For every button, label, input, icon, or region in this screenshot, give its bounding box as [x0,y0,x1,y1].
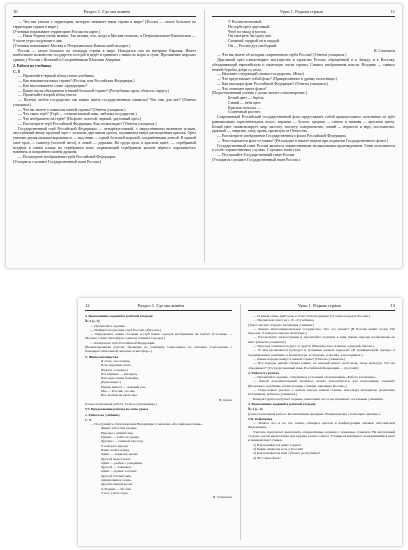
paragraph: — Что представляет собой флаг? (Прикреплённое к древку полотнище.) [217,77,337,81]
section-heading: 3. Выполнение заданий в рабочей тетради [248,401,316,406]
poem-line: И в тишине — ни звука, [101,371,138,376]
poem-line: Живут в России разные [101,426,137,431]
paragraph: (Ученики показывают Москву и Петропавловск-Камчатский на карте.) [13,43,131,48]
paragraph: — Найдите на рисунке герб России. (Рисунок.) [90,327,162,332]
page-spread-top [6,4,402,268]
paragraph: — Ребята, кто и во что понял, обведите цветом в конфигурации значков «Российской Федерации». [248,421,395,430]
poem-line: Одним милее осень, [101,477,132,482]
paragraph: (Самостоятельная работа. Устное упражнение.) [85,401,157,406]
section-heading: 1. Работа по учебнику [85,412,121,417]
paragraph: (Самостоятельная работа. Коллективная проверка. Взаимооценка с помощью «вилки».) [248,411,381,416]
paragraph: — Рассмотрите изображение Государственного флага Российской Федерации. [217,134,347,138]
paragraph: — Каково многонациональное государство. Что это значит? (В России живёт более 190 народов. У каждого народа свой язык.) [248,326,395,336]
paragraph: — Прочитайте задание. [90,323,126,328]
poem-line: Есть игрушки спою. [101,363,132,368]
poem-line: Мы — Россия, это мы. [101,389,136,394]
paragraph: Двуглавый орёл олицетворяет могущество и единство России, обращённой и к Западу, и к Востоку, объединяющей европейскую и азиатскую части страны. Символ изображения власти. Всадник — символ вечной борьбы добра со злом. [212,58,395,72]
section-heading: С. 8 [13,69,20,74]
paragraph: (Подготовленный ученик у доски читает стихотворение.) [212,91,307,96]
poem-line: (Руки в стороны.) [101,367,128,372]
paragraph: (Учащиеся слушают Государственный гимн России.) [13,159,101,164]
paragraph: — Прочитайте задание, отмеченное условным обозначением «Работа в команде». [253,375,377,380]
running-head: Раздел 1. Где мы живём [83,9,131,14]
poem-line: Он смотреть бы сразу мог. [228,34,272,39]
paragraph: Каждая группа получает задание, выполняет его и рассказывает остальным ученикам. [253,396,384,401]
poem-attribution: В. Степанов [374,48,395,53]
paragraph: — Чем отличается флаг от гимна? (Не каждые в начале недели при поднятии Государственного флага.) [217,138,389,143]
page-body [85,314,232,499]
poem-line: Другой готовит мёд. [101,473,132,478]
paragraph: — Что означают цвета флага? [217,86,267,91]
page-number: 13 [390,303,395,308]
page-header [248,303,395,311]
paragraph: (Учащиеся слушают Государственный гимн России.) [212,157,300,162]
poem-line: У России величавой [228,20,262,24]
section-heading: 2. Работа в группах [248,370,280,375]
poem-attribution: В. Орлов [218,397,232,402]
poem-line: Сильный, мудрый он и гордый. [228,39,280,43]
poem-line: Я стою, ты стоишь, [101,358,131,363]
page-number: 10 [13,9,18,14]
paragraph: — Какой дополнительный материал может понадобиться для выполнения задания? (Возможно, картинки, иллюстрации, словари «Древние России».) [248,379,395,388]
section-heading: VII. Рефлексия [248,416,273,421]
poem-line: Синий — неба цвет. [228,100,262,105]
paragraph: — Почему любое государство так важно иметь государственные символы? Что они для неё? (Ответы учащихся.) [13,98,196,107]
page-header [212,9,395,17]
paragraph: — Какие части объединены в нашей большой стране? (Республики, края, области, округа.) [18,88,169,93]
paragraph: — В чём проявляется культура и традиции разных народов? (В традиционной одежде, в традиционных занятиях, в архитектуре, в обычаях, в песнях, в праздниках.) [248,348,395,357]
paragraph: — Назовите следующий символ государства. (Флаг.) [217,72,305,77]
section-heading: 3. Выполнение заданий в рабочей тетради [85,314,153,318]
paragraph: — Послушайте стихотворение Владимира Степанова «Российская семья». [90,422,203,427]
paragraph: — Какие народы живут в нашей стране? (Ответы учащихся.) [253,356,346,361]
page-11 [205,4,402,268]
poem-line: Язык свой и наряд. [101,447,130,452]
page-spread-bottom [78,298,402,546]
paragraph: Государственный гимн России является торжественным музыкальным произведением. Гимн исполняется в особо торжественных случаях. Слушают гимн стоя. [212,143,395,153]
paragraph: — Чем они отличаются друг от друга? (Внешностью, языком, одеждой, бытом.) [253,344,374,349]
section-heading: 2. Работа по учебнику [13,63,52,68]
paragraph: (Текст читают хорошо читающие ученики.) [248,322,314,327]
paragraph: — О какой семье идёт речь в этом стихотворении? (О семье народов России.) [253,314,371,318]
paragraph: Современный Российский государственный флаг представляет собой прямоугольное полотнище из трёх равновеликих горизонтальных полос: верхняя — белого, средняя — синего и нижняя — красного цвета. Белый цвет символизирует мир, чистоту, чистоту, совершенство; синий — верность и веру, постоянство; красный — энергию, силу, кровь, пролитую за Отечество. [212,115,395,134]
poem-line: Красная полоска — [228,105,261,110]
paragraph: Государственный герб Российской Федерации — четырёхугольный, с закруглёнными нижними углами, заострённый внизу красный щит с золотым двуглавым орлом, поднявшим вверх распущенные крылья. Орёл увенчан двумя малыми коронами и — над ними — одной большой короной, соединёнными лентой. В правой лапе орла — скипетр (золотой жезл), в левой — держава. На груди орла, в красном щите, — серебряный всадник в синем плаще на серебряном коне, поражающий серебряным копьём чёрного опрокинутого навзничь и попранного конём дракона. [13,126,196,155]
paragraph: (Ученики показывают территорию России на карте.) [13,29,101,34]
poem-line: У каждого народа [101,443,128,448]
paragraph: — Как выглядит флаг Российской Федерации? (Ответы учащихся.) [217,81,329,86]
paragraph: — Послушайте Государственный гимн России. [217,153,296,157]
paragraph: — Как вы понимаете слово «федерация»? [18,83,88,88]
paragraph: — Раскрасьте герб Российской Федерации. [90,340,156,345]
paragraph: 2) Какие символы есть у России? [253,446,304,451]
paragraph: — Что мы узнали о территории, которую занимает наша страна в мире? (Россия — самое большое по территории страна в мире.) [13,20,196,29]
running-head: Раздел 1. Где мы живём [137,303,185,308]
poem-line: Одним — тайга по нраву, [101,435,140,440]
paragraph: Учитель предлагает выполнить определённые задания с помощью стикеров. На внутренней стороне доски нарисованы три кружка разного цвета. Учащиеся выбирают понравившийся цвет и прикрепляют стикер. [248,429,395,443]
paragraph: — Наша Родина очень велика. Так велика, что, когда в Москве полночь, в Петропавловске-Камчатском — 9 часов утра следующего дня. [13,34,196,43]
paragraph: — Определите, какие столицы и герб каких городов изображены на гербах. (Столицы — Москва, Санкт-Петербург, один из главных городов.) [85,332,232,341]
poem-line: Солнечный рассвет. [228,110,261,115]
paragraph: — Рассмотрите иллюстрации и прочитайте подписи к ним. Какие народы изображены на них? (Ответы учащихся.) [248,335,395,344]
paragraph: — Прочитайте второй абзац текста. [18,93,78,98]
paragraph: — Рассмотрите герб Российской Федерации. Как он выглядит? (Ответы учащихся.) [18,121,157,126]
paragraph: — Подготовьте рассказ о любом народе нашей страны, используя материалы различных источников. (Ответы учащихся.) [248,388,395,397]
poem-line: Один — кумыс готовит, [101,469,138,474]
running-head: Урок 1. Родная страна [297,303,341,308]
poem-line: Другим милей весна. [101,482,133,487]
poem-line: У нас у всех одна. [101,490,129,495]
paragraph: (Взаимопроверка работы. Проверка по учебнику. Самооценка по обложке. Самооценка с помощью сигнальной окраски «Светофор».) [85,345,232,354]
paragraph: — Как называется наша страна? (Россия, или Российская Федерация.) [18,79,135,83]
page-header [13,9,196,17]
page-body [13,20,196,165]
poem-attribution: В. Степанов [212,495,232,500]
section-heading: № 3 (с. 4) [248,407,263,412]
poem-line: Рядом, вместе — каждый раз, [101,384,146,389]
page-body [248,314,395,460]
poem-line: Один — рыбак с рождения, [101,460,143,465]
section-heading: VI. Продолжение работы по теме урока [85,407,149,412]
poem-line: Он — России дух свободный. [228,43,278,48]
page-number: 11 [390,9,395,14]
paragraph: — Что такое герб? (Герб — отличительный знак, эмблема государства.) [18,112,137,117]
paragraph: — Прочитайте первый абзац статьи учебника. [18,74,95,79]
poem-line: Другой надел халат. [101,456,132,461]
poem-line: Все любим на свете мы. [101,393,138,398]
page-number: 12 [85,303,90,308]
page-body [212,20,395,163]
poem-line: А Родина — Россия [101,486,131,491]
section-heading: № 3 (с. 4) [85,319,100,324]
poem-line: Другой — оленевод. [101,465,132,470]
poem-line: Другим — степной простор. [101,439,144,444]
paragraph: — Посмотрите изображение герба Российской Федерации. [18,155,116,159]
poem-line: Чтоб на запад и восток [228,29,266,34]
section-heading: V. Физкультминутка [85,354,119,359]
poem-line: Народы с давних пор. [101,430,134,435]
page-13 [241,298,402,546]
paragraph: 3) Как называется наш субъект, республика? [253,451,321,456]
page-header [85,303,232,311]
page-12 [78,298,239,546]
paragraph: Россия — самое большое по площади страна в мире. Находится она на материке Евразия. Имеет наибольшее количество государств-соседей и ведёт в граничит с ними по морю и суше. Протяжение морских границ у России с Японией и Соединёнными Штатами Америки. [13,48,196,62]
poem-line: На гербе орёл двуглавый, [228,24,271,29]
poem-line: Белый цвет — берёза. [228,96,265,100]
paragraph: — Что изображено на гербе? (На фоне, золотой, черный, двуглавый орёл.) [18,117,142,121]
paragraph: 1) Как называется наша страна? [253,442,302,447]
poem-line: Один — черкеску носит, [101,452,139,457]
paragraph: — Прочитаем текст на с. 8—9 учебника. [253,318,315,323]
running-head: Урок 1. Родная страна [279,9,323,14]
paragraph: 4) Что такое флаг? [253,455,281,460]
poem-line: Как одна семья большая, [101,376,139,381]
poem-line: (Руки вверх.) [101,380,121,385]
paragraph: — Все народы нашей страны равны, но каждый имеет свой язык, свою культуру. Что их объединяет? (Государственный язык Российской Федерации — русский.) [248,361,395,370]
section-heading: С. 9 [85,417,92,422]
paragraph: — Что вы знаете о символах нашей страны? (Ответы учащихся.) [18,107,126,112]
page-10 [6,4,203,268]
paragraph: — Что вы знаете об истории современного герба России? (Ответы учащихся.) [217,53,347,58]
